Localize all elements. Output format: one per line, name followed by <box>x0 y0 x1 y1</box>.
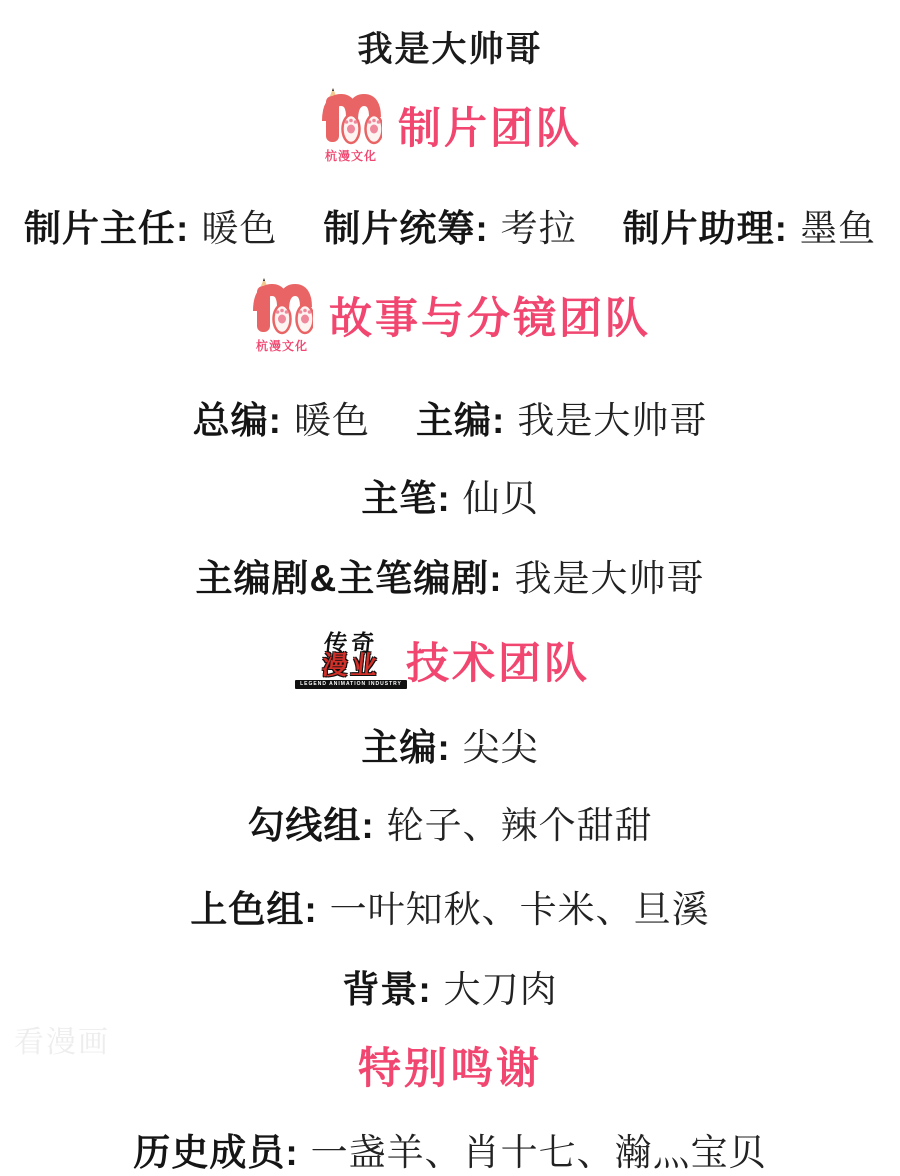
credit-role: 制片统筹: <box>323 208 489 249</box>
credit-pair <box>24 198 277 252</box>
credit-person: 一盏羊、肖十七、瀚灬宝贝 <box>310 1132 767 1173</box>
credit-line <box>247 795 652 849</box>
credit-line <box>193 390 708 444</box>
hangman-culture-logo-label: 杭漫文化 <box>255 339 308 353</box>
section-title-production: 制片团队 <box>398 105 582 153</box>
section-header-production <box>318 87 582 164</box>
hangman-culture-logo <box>249 277 315 354</box>
credit-person: 大刀肉 <box>443 969 558 1010</box>
credit-person: 轮子、辣个甜甜 <box>386 805 653 846</box>
kanmanhua-watermark: 看漫画 <box>14 1026 110 1059</box>
credit-role: 背景: <box>342 969 432 1010</box>
credit-role: 总编: <box>192 400 282 441</box>
credit-pair <box>193 390 370 444</box>
credit-person: 墨鱼 <box>799 208 876 249</box>
credit-line <box>342 959 557 1013</box>
credit-line <box>24 198 876 252</box>
credit-pair <box>342 959 557 1013</box>
hangman-culture-logo-label: 杭漫文化 <box>324 149 377 163</box>
section-header-special-thanks <box>358 1035 542 1096</box>
section-title-special-thanks: 特别鸣谢 <box>358 1045 542 1093</box>
credit-person: 暖色 <box>294 400 370 441</box>
credit-pair <box>133 1122 766 1176</box>
credit-role: 主编: <box>361 727 451 768</box>
section-header-story <box>249 277 651 354</box>
legend-logo-top-text: 传奇 <box>322 630 380 656</box>
credit-pair <box>323 198 576 252</box>
cat-paw-m-icon <box>320 87 382 149</box>
credit-person: 我是大帅哥 <box>514 558 705 599</box>
section-title-story: 故事与分镜团队 <box>329 295 651 343</box>
credit-person: 仙贝 <box>462 478 539 519</box>
credit-pair <box>623 198 876 252</box>
credit-role: 主编剧&主笔编剧: <box>195 558 503 599</box>
credit-role: 历史成员: <box>133 1132 299 1173</box>
credit-pair <box>195 548 704 602</box>
credit-line <box>361 468 538 522</box>
cat-paw-m-icon <box>251 277 313 339</box>
credit-line <box>195 548 704 602</box>
credit-pair <box>190 879 709 933</box>
credit-line <box>190 879 709 933</box>
legend-animation-logo <box>300 630 402 689</box>
page-title: 我是大帅哥 <box>357 30 543 69</box>
credit-pair <box>416 390 707 444</box>
credit-person: 考拉 <box>500 208 577 249</box>
section-header-tech <box>300 630 590 691</box>
legend-logo-bottom-text: 漫业 <box>320 650 382 680</box>
section-title-tech: 技术团队 <box>406 640 590 688</box>
credit-pair <box>361 717 538 771</box>
credit-person: 我是大帅哥 <box>517 400 708 441</box>
credit-person: 一叶知秋、卡米、旦溪 <box>329 889 710 930</box>
credit-pair <box>361 468 538 522</box>
credit-person: 暖色 <box>201 208 278 249</box>
credit-role: 制片主任: <box>24 208 190 249</box>
credit-line <box>133 1122 766 1176</box>
hangman-culture-logo <box>318 87 384 164</box>
credit-line <box>361 717 538 771</box>
credit-pair <box>247 795 652 849</box>
credit-role: 制片助理: <box>622 208 788 249</box>
credit-person: 尖尖 <box>462 727 539 768</box>
credit-role: 主编: <box>416 400 506 441</box>
credit-role: 上色组: <box>190 889 318 930</box>
credit-role: 勾线组: <box>247 805 375 846</box>
legend-logo-banner-text: LEGEND ANIMATION INDUSTRY <box>295 680 407 689</box>
credit-role: 主笔: <box>361 478 451 519</box>
